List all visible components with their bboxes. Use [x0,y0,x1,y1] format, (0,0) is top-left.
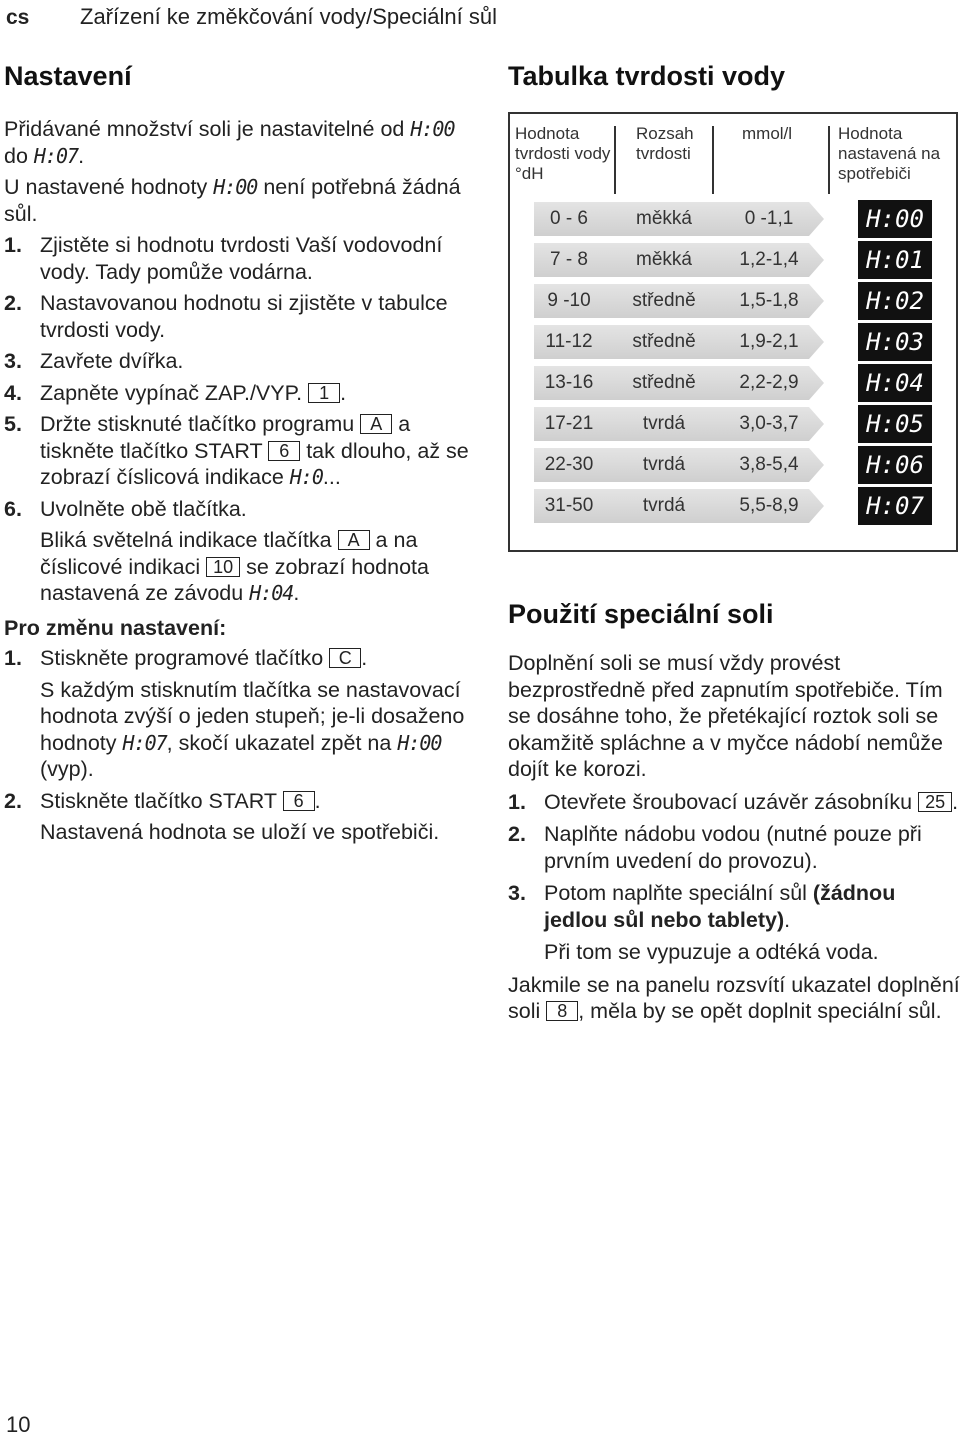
change-note: S každým stisknutím tlačítka se nastavovací hodnota zvýší o jeden stupeň; je-li dosaženo hodnoty H:07, skočí ukazatel zpět na H:00 (vyp). [40,677,465,781]
change-note: Nastavená hodnota se uloží ve spotřebiči. [40,820,440,844]
display-value: H:00 [213,175,258,199]
step-item: 2. Naplňte nádobu vodou (nutné pouze při prvním uvedení do provozu). [508,822,922,873]
hardness-table-heading: Tabulka tvrdosti vody [508,61,786,91]
change-subheading: Pro změnu nastavení: [4,615,227,640]
salt-indicator-paragraph: Jakmile se na panelu rozsvítí ukazatel doplnění soli 8 , měla by se opět doplnit speciální sůl. [508,972,960,1023]
key-reference: C [329,648,361,668]
table-row: 22-30 tvrdá 3,8-5,4 [534,448,824,482]
display-value: H:00 [858,200,932,238]
display-value: H:02 [858,282,932,320]
special-salt-heading: Použití speciální soli [508,599,774,629]
salt-paragraph: Doplnění soli se musí vždy provést bezprostředně před zapnutím spotřebiče. Tím se dosáhne toho, že přetékající roztok soli se okamžitě spláchne a v myčce nádobí nemůže dojít ke korozi. [508,651,944,781]
page-number: 10 [6,1412,31,1437]
display-value: H:07 [858,487,932,525]
page-header [6,2,497,32]
display-value: H:04 [249,581,294,605]
intro-paragraph: Přidávané množství soli je nastavitelné od H:00 do H:07. [4,117,455,168]
table-row: 17-21 tvrdá 3,0-3,7 [534,407,824,441]
table-row: 7 - 8 měkká 1,2-1,4 [534,243,824,277]
settings-heading: Nastavení [4,61,132,91]
key-reference: A [360,414,392,434]
step-note: Při tom se vypuzuje a odtéká voda. [544,940,879,964]
key-reference: 25 [918,792,952,812]
table-header: Rozsah tvrdosti [636,124,694,163]
language-code: cs [6,6,30,29]
key-reference: A [338,530,370,550]
right-column [508,58,960,1025]
display-value: H:01 [858,241,932,279]
display-value: H:06 [858,446,932,484]
step-item: 6. Uvolněte obě tlačítka. [4,496,247,521]
key-reference: 1 [308,383,340,403]
intro-paragraph: U nastavené hodnoty H:00 není potřebná žádná sůl. [4,175,461,226]
table-row: 31-50 tvrdá 5,5-8,9 [534,489,824,523]
display-value: H:07 [33,143,79,168]
step-item: 1. Zjistěte si hodnotu tvrdosti Vaší vodovodní vody. Tady pomůže vodárna. [4,233,443,284]
blink-note: Bliká světelná indikace tlačítka A a na číslicové indikaci 10 se zobrazí hodnota nastavená ze závodu H:04. [40,528,429,605]
table-header: Hodnota tvrdosti vody °dH [515,124,611,183]
key-reference: 8 [546,1001,578,1021]
key-reference: 6 [268,441,300,461]
step-item: 2. Stiskněte tlačítko START 6 . [4,788,321,813]
step-item: 3. Potom naplňte speciální sůl (žádnou jedlou sůl nebo tablety). [508,881,896,932]
hardness-table [508,112,958,552]
display-value: H:03 [858,323,932,361]
key-reference: 10 [206,557,240,577]
step-item: 1. Otevřete šroubovací uzávěr zásobníku 25 . [508,789,959,814]
step-item: 5. Držte stisknuté tlačítko programu A a tiskněte tlačítko START 6 tak dlouho, až se zobrazí číslicová indikace H:0... [4,412,469,489]
step-item: 4. Zapněte vypínač ZAP./VYP. 1 . [4,380,347,405]
display-value: H:00 [397,730,442,755]
header-title: Zařízení ke změkčování vody/Speciální sůl [80,4,497,29]
table-header: Hodnota nastavená na spotřebiči [838,124,941,183]
step-item: 3. Zavřete dvířka. [4,349,184,373]
display-value: H:04 [858,364,932,402]
step-item: 1. Stiskněte programové tlačítko C . [4,646,368,670]
display-value: H:07 [122,730,167,755]
display-value: H:00 [410,117,455,141]
table-header: mmol/l [742,124,793,143]
table-row: 11-12 středně 1,9-2,1 [534,325,824,359]
display-value: H:05 [858,405,932,443]
table-row: 0 - 6 měkká 0 -1,1 [534,202,824,236]
key-reference: 6 [283,791,315,811]
step-item: 2. Nastavovanou hodnotu si zjistěte v tabulce tvrdosti vody. [4,291,448,342]
display-value: H:0 [289,465,323,489]
left-column [4,58,474,846]
table-row: 9 -10 středně 1,5-1,8 [534,284,824,318]
table-row: 13-16 středně 2,2-2,9 [534,366,824,400]
